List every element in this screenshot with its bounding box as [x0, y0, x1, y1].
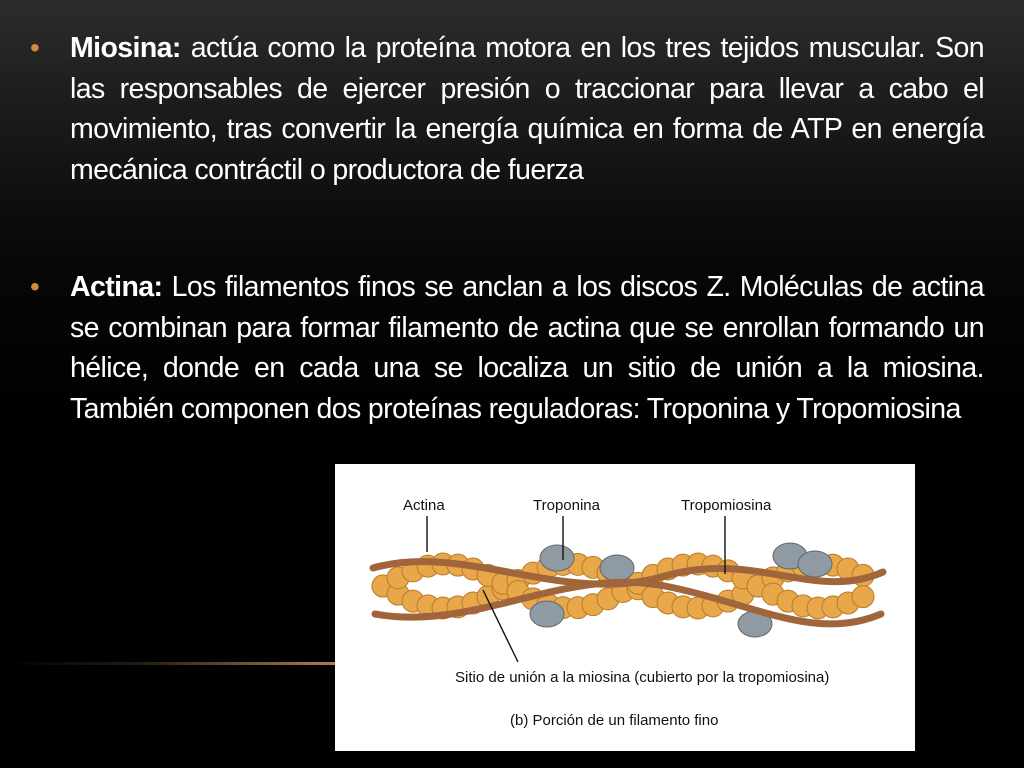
troponin-complex	[600, 555, 634, 581]
label-sitio-union: Sitio de unión a la miosina (cubierto por la tropomiosina)	[455, 669, 830, 686]
bullet-text-miosina	[70, 28, 984, 190]
label-troponina: Troponina	[533, 497, 600, 514]
term-miosina: Miosina:	[70, 32, 181, 64]
thin-filament-diagram	[335, 464, 915, 751]
bullet-dot: •	[30, 271, 40, 302]
troponin-complex	[798, 551, 832, 577]
bullet-text-actina	[70, 267, 984, 429]
thin-filament-figure	[335, 464, 915, 751]
actin-bead	[852, 586, 874, 608]
figure-caption: (b) Porción de un filamento fino	[510, 712, 719, 729]
bullet-dot: •	[30, 32, 40, 63]
label-actina: Actina	[403, 497, 445, 514]
label-tropomiosina: Tropomiosina	[681, 497, 772, 514]
troponin-complex	[530, 601, 564, 627]
troponin-complex	[540, 545, 574, 571]
desc-actina: Los filamentos finos se anclan a los discos Z. Moléculas de actina se combinan para formar filamento de actina que se enrollan formando un hélice, donde en cada una se localiza un sitio de unión a la miosina. También componen dos proteínas reguladoras: Troponina y Tropomiosina	[70, 271, 984, 425]
desc-miosina: actúa como la proteína motora en los tres tejidos muscular. Son las responsables de ejercer presión o traccionar para llevar a cabo el movimiento, tras convertir la energía química en forma de ATP en energía mecánica contráctil o productora de fuerza	[70, 32, 984, 186]
term-actina: Actina:	[70, 271, 163, 303]
